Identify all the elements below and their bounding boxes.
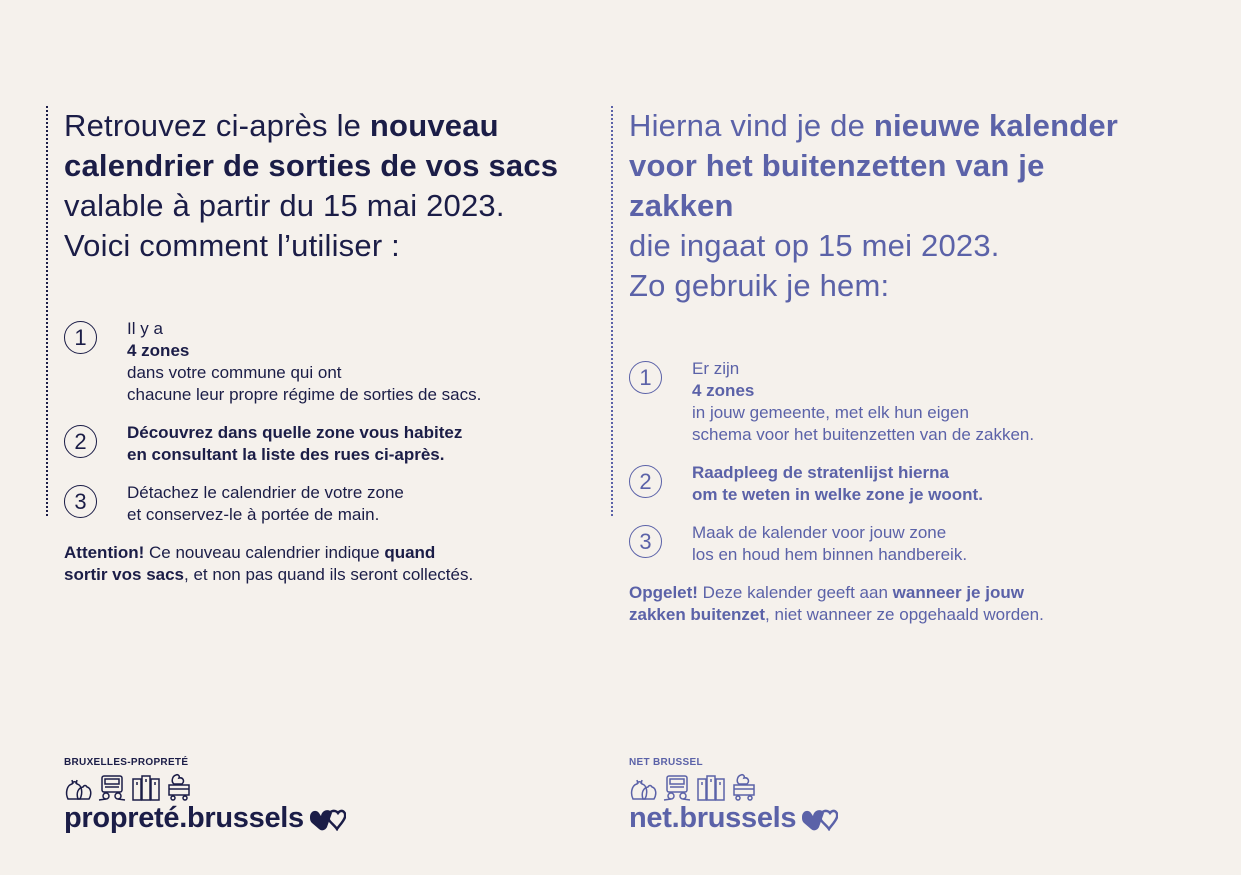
step-text: Détachez le calendrier de votre zone et conservez-le à portée de main. [127, 483, 404, 524]
nl-step-3 [629, 522, 1131, 566]
step-number-badge: 1 [64, 321, 97, 354]
step-number-badge: 2 [629, 465, 662, 498]
logo-small-label: BRUXELLES-PROPRETÉ [64, 757, 189, 768]
fr-headline-bold: nouveau [369, 108, 499, 143]
nl-headline [629, 106, 1131, 306]
step-number-badge: 3 [629, 525, 662, 558]
sweeper-truck-icon [663, 773, 691, 801]
nl-headline-text: Hierna vind je de [629, 108, 874, 143]
step-text: Découvrez dans quelle zone vous habitez en consultant la liste des rues ci-après. [127, 423, 463, 464]
fr-step-3 [64, 482, 566, 526]
nl-step-2 [629, 462, 1131, 506]
nl-headline-text: Zo gebruik je hem: [629, 268, 890, 303]
trash-bin-bag-icon [731, 773, 757, 801]
heart-logo-icon [800, 807, 838, 831]
step-number-badge: 1 [629, 361, 662, 394]
fr-headline-bold: calendrier de sorties de vos sacs [64, 148, 559, 183]
fr-step-2 [64, 422, 566, 466]
fr-step-1 [64, 318, 566, 406]
step-text: Maak de kalender voor jouw zone los en houd hem binnen handbereik. [692, 523, 968, 564]
logo-icons [629, 771, 838, 801]
bags-icon [64, 773, 92, 801]
logo-icons [64, 771, 346, 801]
containers-icon [697, 773, 725, 801]
nl-attention-note: Opgelet! Deze kalender geeft aan wanneer je jouw zakken buitenzet, niet wanneer ze opgehaald worden. [629, 583, 1044, 624]
step-number-badge: 3 [64, 485, 97, 518]
heart-logo-icon [308, 807, 346, 831]
logo-small-label: NET BRUSSEL [629, 757, 703, 768]
fr-steps [64, 318, 566, 526]
step-text: Raadpleeg de stratenlijst hierna om te weten in welke zone je woont. [692, 463, 983, 504]
fr-headline-text: Retrouvez ci-après le [64, 108, 370, 143]
fr-headline-text: valable à partir du 15 mai 2023. [64, 188, 505, 223]
sweeper-truck-icon [98, 773, 126, 801]
fr-attention-note: Attention! Ce nouveau calendrier indique quand sortir vos sacs, et non pas quand ils seront collectés. [64, 543, 474, 584]
proprete-brussels-logo [64, 757, 346, 835]
bags-icon [629, 773, 657, 801]
fr-headline [64, 106, 566, 266]
french-column [46, 106, 566, 584]
step-text: Il y a 4 zones dans votre commune qui ont chacune leur propre régime de sorties de sacs. [127, 319, 482, 404]
step-number-badge: 2 [64, 425, 97, 458]
logo-wordmark: propreté.brussels [64, 801, 346, 835]
step-text: Er zijn 4 zones in jouw gemeente, met elk hun eigen schema voor het buitenzetten van de zakken. [692, 359, 1035, 444]
nl-step-1 [629, 358, 1131, 446]
dutch-column [611, 106, 1131, 624]
nl-headline-text: die ingaat op 15 mei 2023. [629, 228, 1000, 263]
nl-steps [629, 358, 1131, 566]
nl-headline-bold: voor het buitenzetten van je zakken [629, 148, 1045, 223]
trash-bin-bag-icon [166, 773, 192, 801]
net-brussels-logo [629, 757, 838, 835]
logo-wordmark: net.brussels [629, 801, 838, 835]
nl-headline-bold: nieuwe kalender [873, 108, 1119, 143]
fr-headline-text: Voici comment l’utiliser : [64, 228, 400, 263]
containers-icon [132, 773, 160, 801]
